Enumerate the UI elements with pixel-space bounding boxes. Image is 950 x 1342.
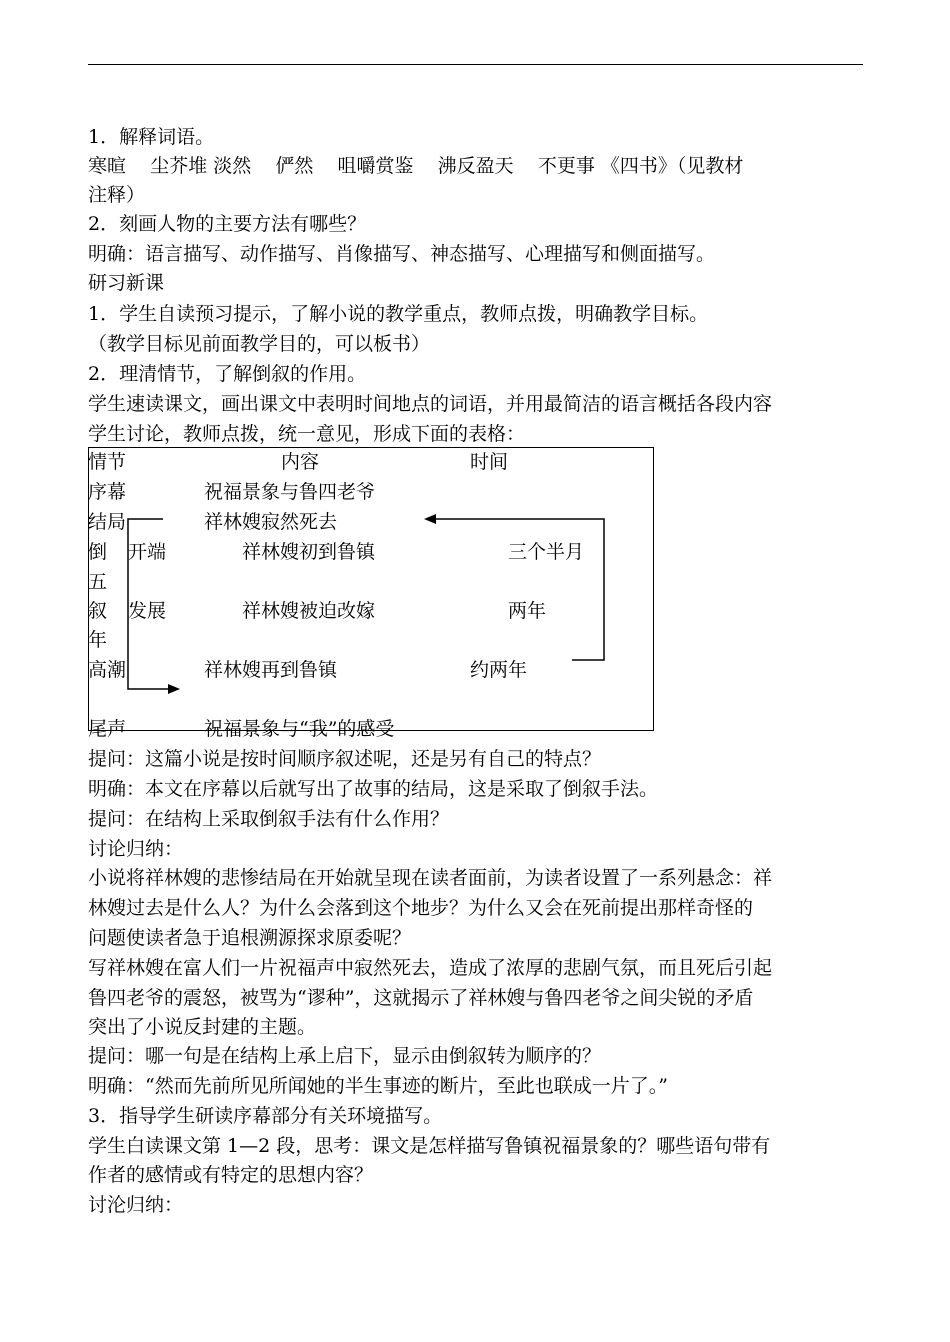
row-label-development: 发展 [128, 600, 167, 622]
text-line: 明确：语言描写、动作描写、肖像描写、神态描写、心理描写和侧面描写。 [88, 243, 716, 265]
row-label-epilogue: 尾声 [88, 718, 127, 740]
row-content-development: 祥林嫂被迫改嫁 [242, 600, 376, 622]
row-time-start: 三个半月 [508, 541, 585, 563]
text-line: 学生讨论，教师点拨，统一意见，形成下面的表格： [88, 423, 526, 445]
row-time-climax: 约两年 [470, 659, 528, 681]
text-line: 明确：本文在序幕以后就写出了故事的结局，这是采取了倒叙手法。 [88, 778, 659, 800]
text-line: 作者的感情或有特定的思想内容？ [88, 1164, 374, 1186]
text-line: 学生白读课文第 1—2 段，思考：课文是怎样描写鲁镇祝福景象的？哪些语句带有 [88, 1135, 771, 1157]
year-char: 年 [88, 629, 108, 651]
section-heading: 研习新课 [88, 272, 165, 294]
text-line: 提问：在结构上采取倒叙手法有什么作用？ [88, 808, 450, 830]
arrowhead-left-icon [424, 514, 436, 524]
text-line: 学生速读课文，画出课文中表明时间地点的词语，并用最简洁的语言概括各段内容 [88, 393, 773, 415]
text-line: 讨论归纳： [88, 838, 184, 860]
text-line: 突出了小说反封建的主题。 [88, 1016, 317, 1038]
row-content-climax: 祥林嫂再到鲁镇 [204, 659, 338, 681]
table-head-content: 内容 [281, 451, 320, 473]
row-label-start: 开端 [128, 541, 167, 563]
text-line: （教学目标见前面教学目的，可以板书） [88, 333, 431, 355]
text-line: 鲁四老爷的震怒，被骂为“谬种”，这就揭示了祥林嫂与鲁四老爷之间尖锐的矛盾 [88, 987, 754, 1009]
table-head-time: 时间 [470, 451, 509, 473]
narrate-char: 叙 [88, 600, 108, 622]
row-content-epilogue: 祝福景象与“我”的感受 [204, 718, 395, 740]
five-char: 五 [88, 571, 108, 593]
row-label-prologue: 序幕 [88, 481, 127, 503]
text-line: 2．理清情节，了解倒叙的作用。 [88, 363, 367, 385]
text-line: 注释） [88, 184, 146, 206]
table-head-plot: 情节 [88, 451, 127, 473]
text-line: 1．学生自读预习提示，了解小说的教学重点，教师点拨，明确教学目标。 [88, 303, 709, 325]
row-content-prologue: 祝福景象与鲁四老爷 [204, 481, 376, 503]
text-line: 提问：这篇小说是按时间顺序叙述呢，还是另有自己的特点？ [88, 748, 602, 770]
row-label-climax: 高潮 [88, 659, 127, 681]
row-content-start: 祥林嫂初到鲁镇 [242, 541, 376, 563]
row-label-ending: 结局 [88, 511, 127, 533]
text-line: 问题使读者急于追根溯源探求原委呢？ [88, 927, 412, 949]
text-line: 林嫂过去是什么人？为什么会落到这个地步？为什么又会在死前提出那样奇怪的 [88, 897, 754, 919]
text-line: 3．指导学生研读序幕部分有关环境描写。 [88, 1105, 443, 1127]
text-line: 1．解释词语。 [88, 126, 215, 148]
text-line: 讨沦归纳： [88, 1194, 184, 1216]
row-content-ending: 祥林嫂寂然死去 [204, 511, 338, 533]
text-line: 小说将祥林嫂的悲惨结局在开始就呈现在读者面前，为读者设置了一系列悬念：祥 [88, 867, 773, 889]
right-arrow [432, 519, 604, 660]
text-line: 寒暄 尘芥堆 淡然 俨然 咀嚼赏鉴 沸反盈天 不更事 《四书》（见教材 [88, 155, 744, 177]
arrowhead-right-icon [168, 684, 180, 694]
text-line: 写祥林嫂在富人们一片祝福声中寂然死去，造成了浓厚的悲剧气氛，而且死后引起 [88, 957, 773, 979]
flashback-char: 倒 [88, 541, 108, 563]
left-arrow [128, 519, 172, 689]
text-line: 2．刻画人物的主要方法有哪些？ [88, 213, 367, 235]
text-line: 明确：“然而先前所见所闻她的半生事迹的断片，至此也联成一片了。” [88, 1075, 668, 1097]
row-time-development: 两年 [508, 600, 547, 622]
text-line: 提问：哪一句是在结构上承上启下，显示由倒叙转为顺序的？ [88, 1045, 602, 1067]
